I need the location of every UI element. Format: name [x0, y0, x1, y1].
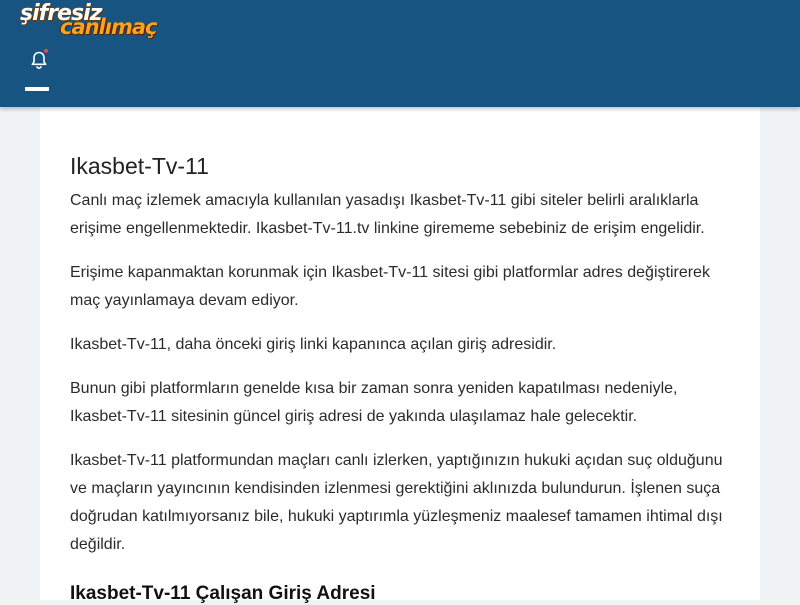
- paragraph-1: Canlı maç izlemek amacıyla kullanılan yasadışı Ikasbet-Tv-11 gibi siteler belirli aralıklarla erişime engellenmektedir. Ikasbet-Tv-11.tv linkine girememe sebebiniz de erişim engelidir.: [70, 192, 705, 237]
- paragraph-5: Ikasbet-Tv-11 platformundan maçları canlı izlerken, yaptığınızın hukuki açıdan suç olduğunu ve maçların yayıncının kendisinden izlenmesi gerektiğini aklınızda bulundurun. İşlenen suça doğrudan katılmıyorsanız bile, hukuki yaptırımla yüzleşmeniz maalesef tamamen ihtimal dışı değildir.: [70, 452, 723, 553]
- bell-icon[interactable]: [28, 49, 50, 71]
- notification-dot: [44, 49, 48, 53]
- logo-word-sifresiz: şifresiz: [20, 1, 102, 26]
- logo-word-canlimac: canlımaç: [60, 15, 157, 39]
- top-header: [0, 0, 800, 107]
- page-title: Ikasbet-Tv-11: [70, 153, 209, 179]
- paragraph-4: Bunun gibi platformların genelde kısa bir zaman sonra yeniden kapatılması nedeniyle, Ikasbet-Tv-11 sitesinin güncel giriş adresi de yakında ulaşılamaz hale gelecektir.: [70, 380, 678, 425]
- menu-icon[interactable]: [25, 87, 49, 91]
- paragraph-2: Erişime kapanmaktan korunmak için Ikasbet-Tv-11 sitesi gibi platformlar adres değiştirerek maç yayınlamaya devam ediyor.: [70, 264, 710, 309]
- paragraph-3: Ikasbet-Tv-11, daha önceki giriş linki kapanınca açılan giriş adresidir.: [70, 336, 557, 353]
- article-card: [40, 107, 760, 604]
- section-heading: Ikasbet-Tv-11 Çalışan Giriş Adresi: [70, 583, 376, 604]
